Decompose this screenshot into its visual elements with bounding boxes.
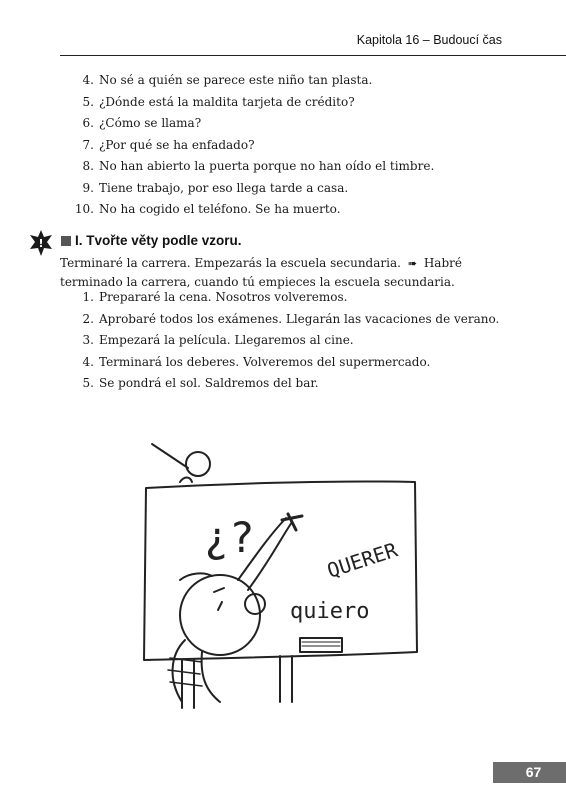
list-item: 3. Empezará la película. Llegaremos al cine. xyxy=(82,333,354,348)
list-item: 5. Se pondrá el sol. Saldremos del bar. xyxy=(82,376,319,391)
list-item: 4. Terminará los deberes. Volveremos del supermercado. xyxy=(82,354,431,369)
page-number: 67 xyxy=(493,762,566,783)
list-item: 6. ¿Cómo se llama? xyxy=(82,116,202,130)
board-word-quiero: quiero xyxy=(290,599,370,624)
section-title: I. Tvořte věty podle vzoru. xyxy=(75,233,242,248)
example-text: Terminaré la carrera. Empezarás la escuela secundaria. ➠ Habré terminado la carrera, cuando tú empieces la escuela secundaria. xyxy=(60,256,462,289)
list-item: 1. Prepararé la cena. Nosotros volveremos. xyxy=(82,290,348,304)
exercise-i-list xyxy=(74,287,499,395)
exercise-h-list xyxy=(74,70,434,221)
list-item: 9. Tiene trabajo, por eso llega tarde a casa. xyxy=(82,180,349,195)
eraser xyxy=(300,638,342,652)
list-item: 5. ¿Dónde está la maldita tarjeta de crédito? xyxy=(82,94,355,109)
board-question-marks: ¿? xyxy=(204,513,255,562)
peeking-figure xyxy=(152,444,210,482)
exclamation-badge-icon xyxy=(29,230,53,256)
list-item: 8. No han abierto la puerta porque no han oído el timbre. xyxy=(82,159,435,173)
list-item: 4. No sé a quién se parece este niño tan plasta. xyxy=(82,73,373,87)
list-item: 10. No ha cogido el teléfono. Se ha muerto. xyxy=(74,202,341,216)
board-word-querer: QUERER xyxy=(324,537,401,583)
list-item: 7. ¿Por qué se ha enfadado? xyxy=(82,137,255,152)
list-item: 2. Aprobaré todos los exámenes. Llegarán las vacaciones de verano. xyxy=(82,311,500,326)
header-divider xyxy=(60,55,566,56)
square-bullet-icon xyxy=(61,236,71,246)
arrow-right-icon: ➠ xyxy=(407,257,417,270)
badge-label: ! xyxy=(38,237,44,250)
chapter-title: Kapitola 16 – Budoucí čas xyxy=(356,33,502,47)
classroom-illustration xyxy=(130,440,430,710)
